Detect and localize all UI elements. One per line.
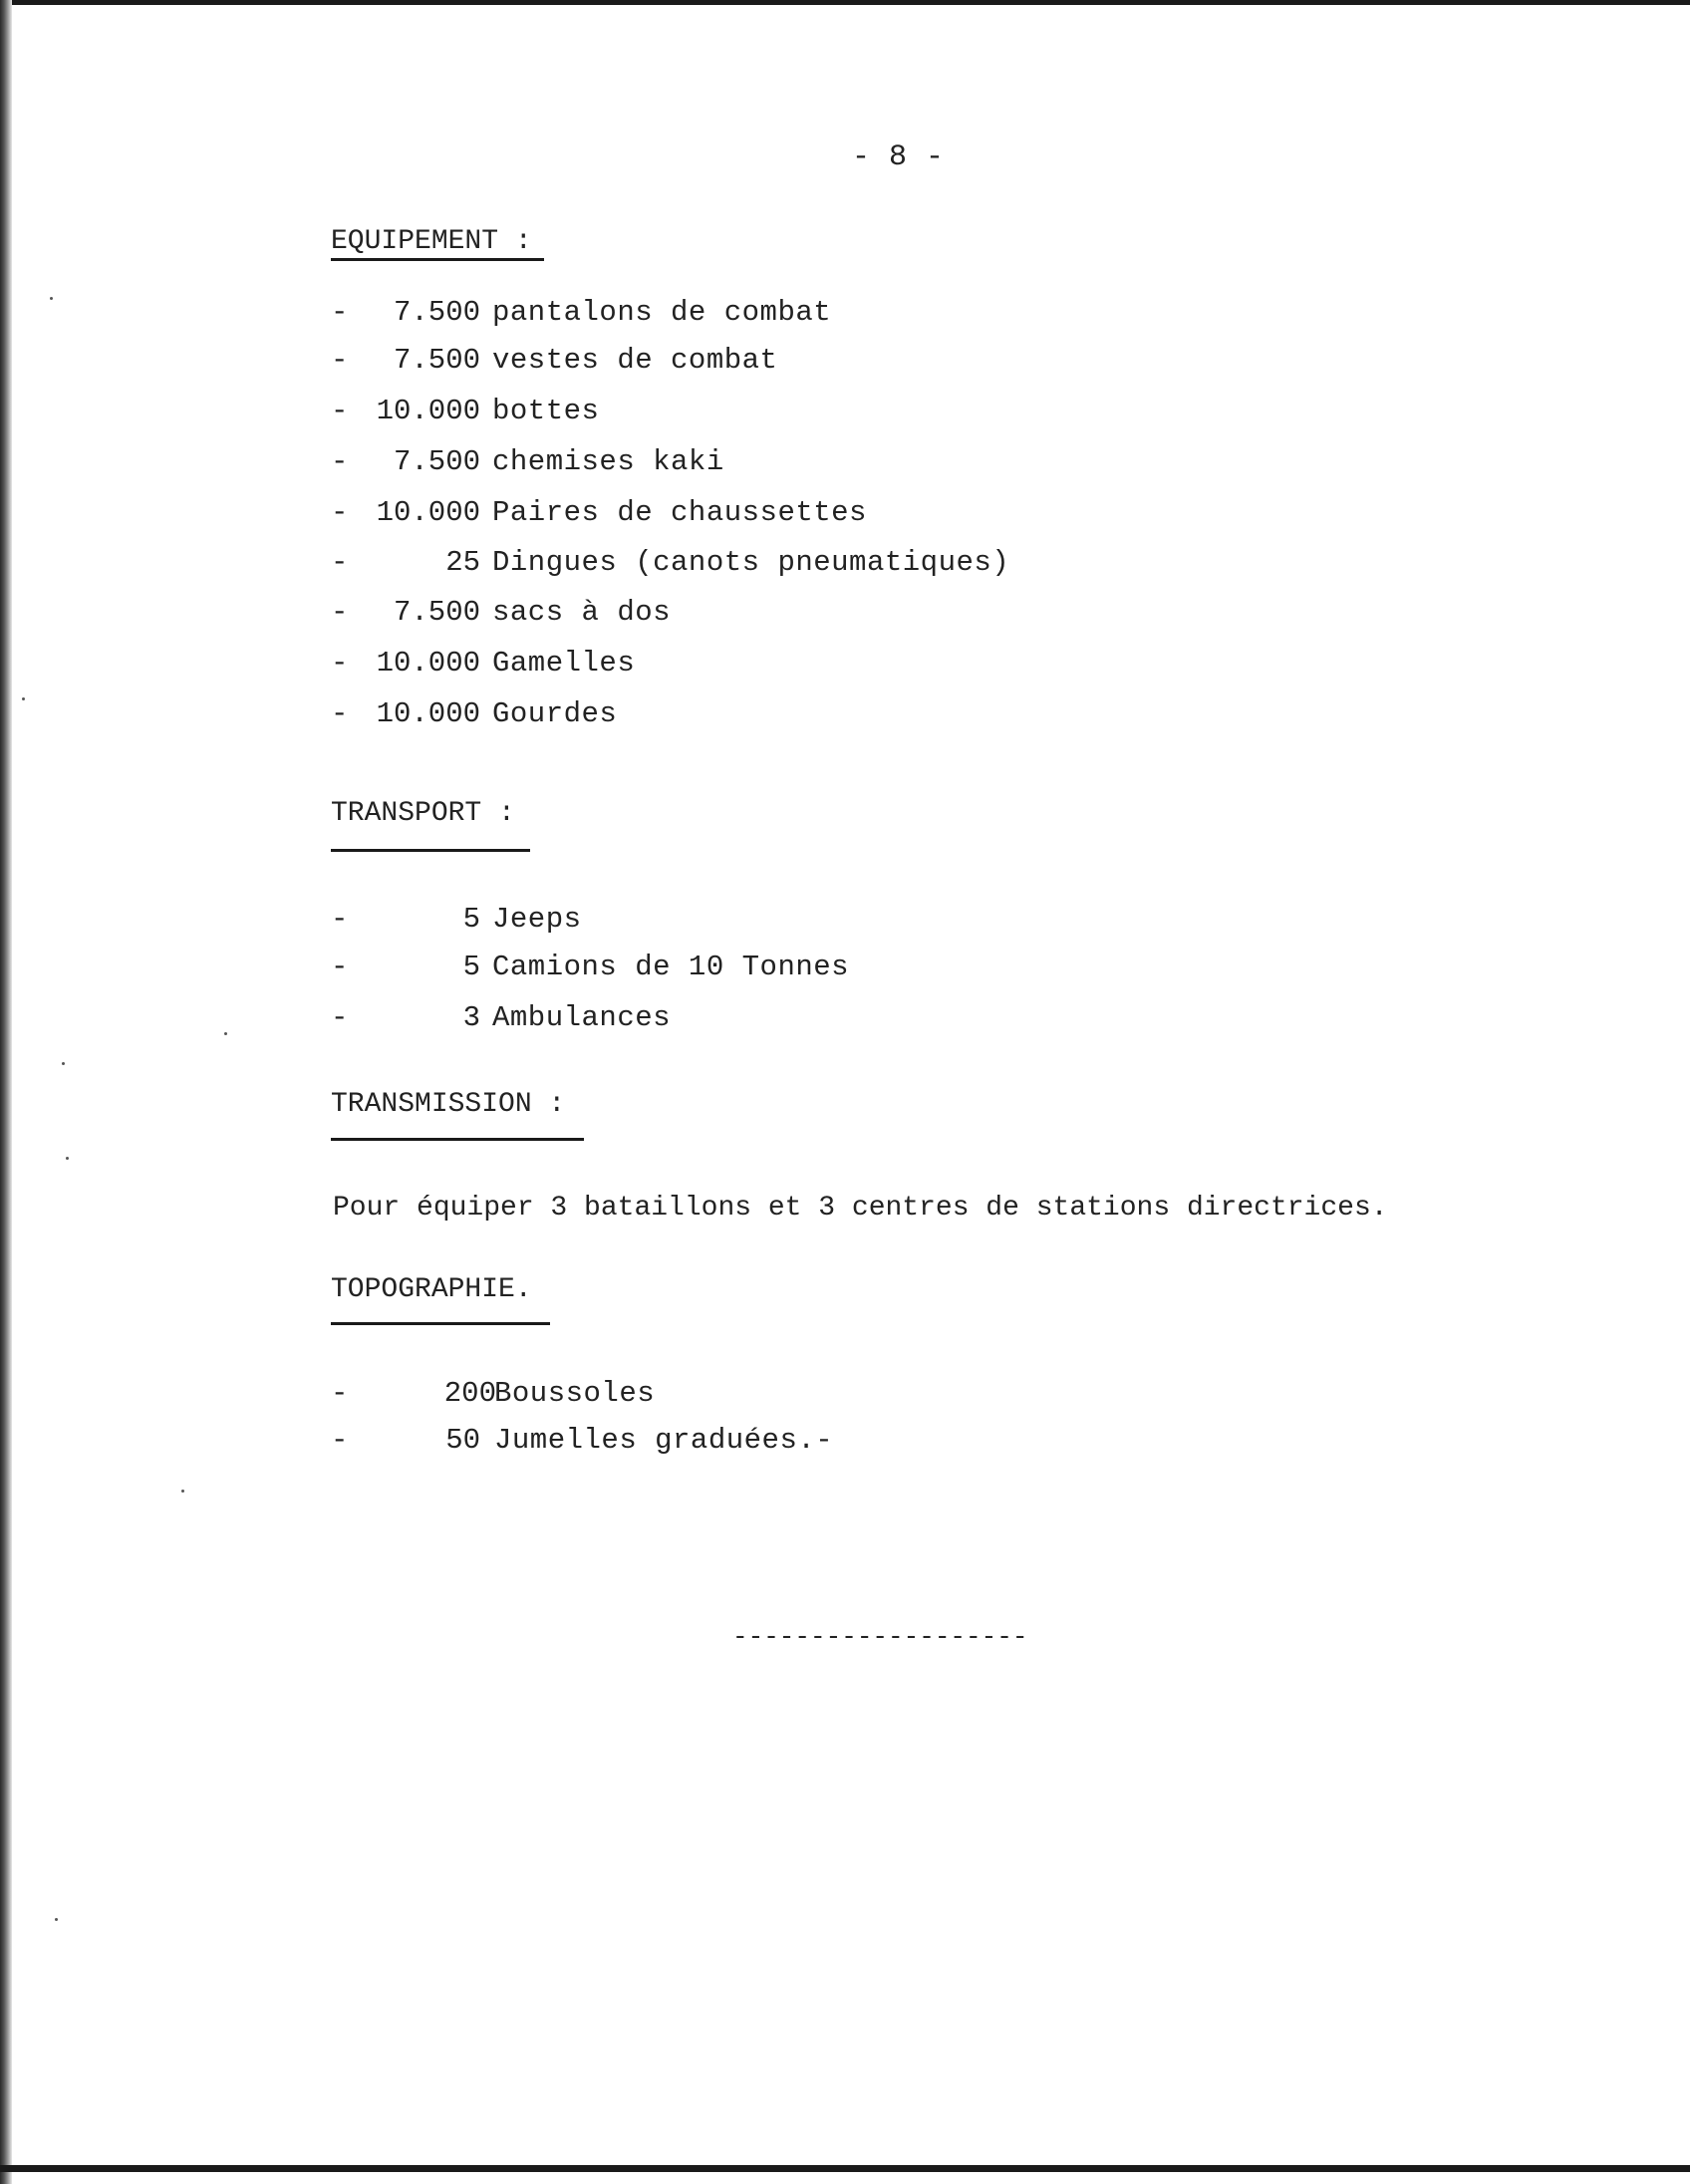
list-item	[331, 595, 480, 631]
list-item	[331, 343, 480, 379]
scan-speck	[50, 297, 53, 300]
item-quantity: 7.500	[393, 296, 480, 329]
list-item	[331, 394, 480, 429]
list-item	[331, 444, 480, 480]
item-quantity: 25	[445, 546, 480, 579]
item-description: chemises kaki	[492, 445, 724, 478]
heading-underline	[331, 849, 530, 852]
list-dash: -	[331, 296, 349, 329]
item-description: vestes de combat	[492, 344, 778, 377]
item-description: sacs à dos	[492, 596, 672, 629]
list-dash: -	[331, 546, 349, 579]
scan-speck	[66, 1157, 69, 1160]
list-dash: -	[331, 1424, 349, 1457]
item-description: Paires de chaussettes	[492, 496, 867, 529]
item-description: Camions de 10 Tonnes	[492, 951, 850, 983]
item-description: Boussoles	[494, 1377, 656, 1410]
list-item	[331, 902, 480, 938]
transmission-paragraph: Pour équiper 3 bataillons et 3 centres de stations directrices.	[333, 1193, 1388, 1224]
section-heading-topographie: TOPOGRAPHIE.	[331, 1274, 532, 1305]
list-item	[331, 1423, 480, 1459]
item-quantity: 10.000	[376, 647, 480, 680]
item-quantity: 50	[445, 1424, 480, 1457]
heading-underline	[331, 1138, 584, 1141]
list-item	[331, 646, 480, 682]
list-dash: -	[331, 395, 349, 427]
scan-speck	[62, 1062, 65, 1065]
list-item	[331, 696, 480, 732]
scan-edge-bottom	[0, 2165, 1690, 2172]
list-dash: -	[331, 903, 349, 936]
heading-underline	[331, 258, 544, 261]
item-quantity: 7.500	[393, 596, 480, 629]
item-quantity: 7.500	[393, 445, 480, 478]
list-dash: -	[331, 596, 349, 629]
scan-edge-top	[0, 0, 1690, 5]
item-quantity: 3	[462, 1001, 480, 1034]
list-dash: -	[331, 344, 349, 377]
item-description: Ambulances	[492, 1001, 672, 1034]
item-quantity: 5	[462, 951, 480, 983]
list-item	[331, 545, 480, 581]
list-dash: -	[331, 445, 349, 478]
item-description: Gamelles	[492, 647, 636, 680]
list-item	[331, 295, 480, 331]
scan-speck	[22, 697, 25, 700]
list-dash: -	[331, 647, 349, 680]
list-dash: -	[331, 1001, 349, 1034]
list-item	[331, 950, 480, 985]
scan-speck	[224, 1032, 227, 1035]
item-description: pantalons de combat	[492, 296, 832, 329]
item-quantity: 5	[462, 903, 480, 936]
item-quantity: 10.000	[376, 395, 480, 427]
list-dash: -	[331, 697, 349, 730]
list-dash: -	[331, 951, 349, 983]
item-description: Dingues (canots pneumatiques)	[492, 546, 1010, 579]
item-description: Gourdes	[492, 697, 618, 730]
item-quantity: 200	[443, 1377, 496, 1410]
list-dash: -	[331, 496, 349, 529]
item-description: Jumelles graduées.-	[494, 1424, 834, 1457]
list-item	[331, 1376, 496, 1412]
closing-rule: -------------------	[732, 1622, 1028, 1652]
item-quantity: 7.500	[393, 344, 480, 377]
scan-speck	[55, 1918, 58, 1921]
section-heading-transmission: TRANSMISSION :	[331, 1089, 566, 1120]
list-item	[331, 495, 480, 531]
item-quantity: 10.000	[376, 697, 480, 730]
scan-speck	[181, 1490, 184, 1493]
item-quantity: 10.000	[376, 496, 480, 529]
item-description: Jeeps	[492, 903, 582, 936]
scan-edge-left	[0, 0, 12, 2184]
page-number: - 8 -	[852, 140, 945, 174]
section-heading-transport: TRANSPORT :	[331, 798, 515, 829]
item-description: bottes	[492, 395, 600, 427]
heading-underline	[331, 1322, 550, 1325]
section-heading-equipement: EQUIPEMENT :	[331, 226, 532, 257]
list-dash: -	[331, 1377, 349, 1410]
list-item	[331, 1000, 480, 1036]
